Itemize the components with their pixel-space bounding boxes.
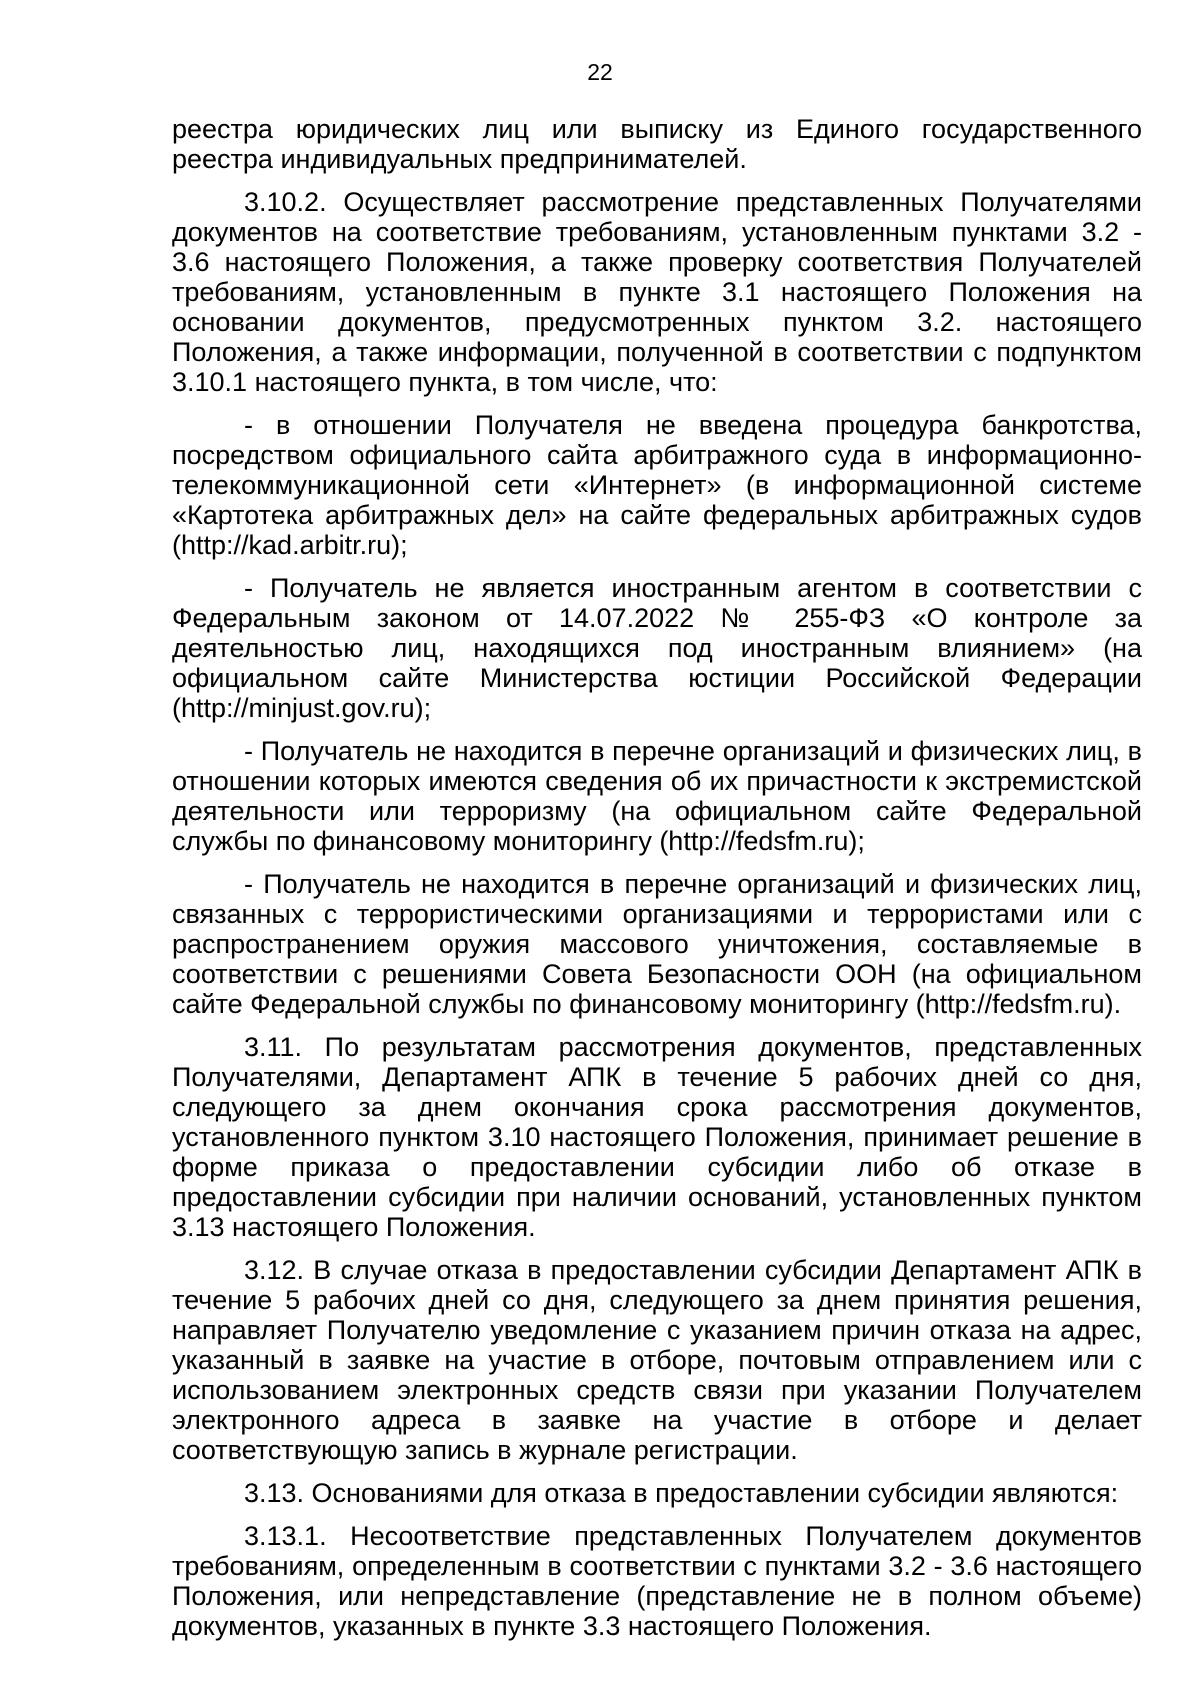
paragraph-3-13: 3.13. Основаниями для отказа в предоставлении субсидии являются: — [244, 1478, 1119, 1508]
paragraph-terrorism-check: - Получатель не находится в перечне организаций и физических лиц, связанных с террористическими организациями и террористами или с распространением оружия массового уничтожения, составляемые в соответствии с решениями Совета Безопасности ООН (на официальном сайте Федеральной службы по финансовому мониторингу (http://fedsfm.ru). — [172, 869, 1142, 1019]
paragraph-continuation: реестра юридических лиц или выписку из Единого государственного реестра индивидуальных предпринимателей. — [172, 114, 1142, 174]
paragraph-3-13-1: 3.13.1. Несоответствие представленных Получателем документов требованиям, определенным в соответствии с пунктами 3.2 - 3.6 настоящего Положения, или непредставление (представление не в полном объеме) документов, указанных в пункте 3.3 настоящего Положения. — [172, 1521, 1142, 1641]
document-body — [172, 114, 1142, 1654]
paragraph-extremism-check: - Получатель не находится в перечне организаций и физических лиц, в отношении которых имеются сведения об их причастности к экстремистской деятельности или терроризму (на официальном сайте Федеральной службы по финансовому мониторингу (http://fedsfm.ru); — [172, 736, 1142, 856]
paragraph-3-10-2: 3.10.2. Осуществляет рассмотрение представленных Получателями документов на соответствие требованиям, установленным пунктами 3.2 - 3.6 настоящего Положения, а также проверку соответствия Получателей требованиям, установленным в пункте 3.1 настоящего Положения на основании документов, предусмотренных пунктом 3.2. настоящего Положения, а также информации, полученной в соответствии с подпунктом 3.10.1 настоящего пункта, в том числе, что: — [172, 187, 1142, 397]
paragraph-3-11: 3.11. По результатам рассмотрения документов, представленных Получателями, Департамент АПК в течение 5 рабочих дней со дня, следующего за днем окончания срока рассмотрения документов, установленного пунктом 3.10 настоящего Положения, принимает решение в форме приказа о предоставлении субсидии либо об отказе в предоставлении субсидии при наличии оснований, установленных пунктом 3.13 настоящего Положения. — [172, 1032, 1142, 1242]
paragraph-bankruptcy-check: - в отношении Получателя не введена процедура банкротства, посредством официального сайта арбитражного суда в информационно-телекоммуникационной сети «Интернет» (в информационной системе «Картотека арбитражных дел» на сайте федеральных арбитражных судов (http://kad.arbitr.ru); — [172, 410, 1142, 560]
page-number: 22 — [587, 59, 613, 85]
paragraph-3-12: 3.12. В случае отказа в предоставлении субсидии Департамент АПК в течение 5 рабочих дней со дня, следующего за днем принятия решения, направляет Получателю уведомление с указанием причин отказа на адрес, указанный в заявке на участие в отборе, почтовым отправлением или с использованием электронных средств связи при указании Получателем электронного адреса в заявке на участие в отборе и делает соответствующую запись в журнале регистрации. — [172, 1255, 1142, 1465]
paragraph-foreign-agent-check: - Получатель не является иностранным агентом в соответствии с Федеральным законом от 14.07.2022 № 255-ФЗ «О контроле за деятельностью лиц, находящихся под иностранным влиянием» (на официальном сайте Министерства юстиции Российской Федерации (http://minjust.gov.ru); — [172, 573, 1142, 723]
